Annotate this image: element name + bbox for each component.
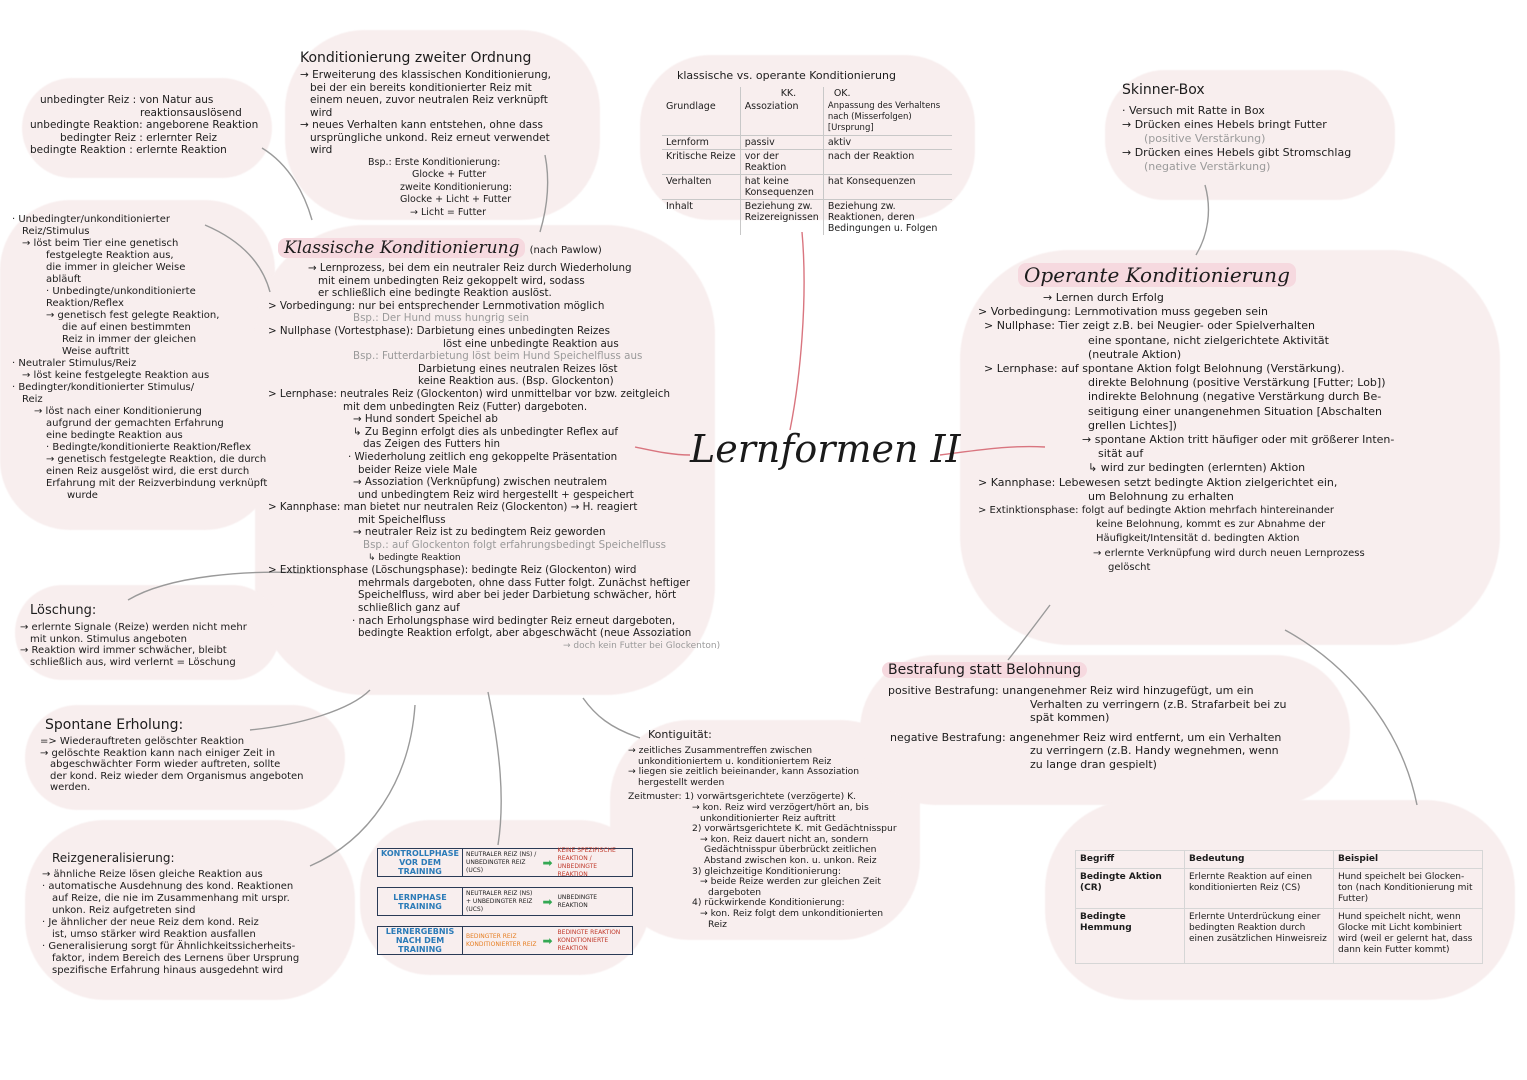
cl-line: ↳ Zu Beginn erfolgt dies als unbedingter Reflex auf <box>353 425 619 438</box>
be-line: spät kommen) <box>1030 711 1110 724</box>
training-stimulus: BEDINGTER REIZ KONDITIONIERTER REIZ <box>466 932 537 948</box>
sd-line: → löst keine festgelegte Reaktion aus <box>22 370 210 381</box>
training-label: KONTROLLPHASE VOR DEM TRAINING <box>378 849 463 876</box>
op-line: ↳ wird zur bedingten (erlernten) Aktion <box>1088 461 1306 475</box>
op-line: > Nullphase: Tier zeigt z.B. bei Neugier- oder Spielverhalten <box>984 319 1315 333</box>
skinner-title: Skinner-Box <box>1122 82 1205 98</box>
lo-line: mit unkon. Stimulus angeboten <box>30 633 188 645</box>
ko-line: 2) vorwärtsgerichtete K. mit Gedächtnisspur <box>692 823 897 835</box>
arrow-right-icon: ➡ <box>542 894 553 909</box>
comparison-row <box>662 200 952 236</box>
so-line: → neues Verhalten kann entstehen, ohne dass <box>300 119 543 131</box>
cl-line: mit einem unbedingten Reiz gekoppelt wird, sodass <box>318 274 585 287</box>
cl-line: → Lernprozess, bei dem ein neutraler Reiz durch Wiederholung <box>308 262 632 274</box>
erholung-title: Spontane Erholung: <box>45 717 184 733</box>
begriffe-table-wrap <box>1075 850 1483 964</box>
ge-line: unkon. Reiz aufgetreten sind <box>52 905 196 916</box>
so-line: einem neuen, zuvor neutralen Reiz verknüpft <box>310 94 548 106</box>
table-cell: Bedingte Aktion (CR) <box>1076 869 1185 909</box>
ge-line: · Je ähnlicher der neue Reiz dem kond. Reiz <box>42 917 259 928</box>
cl-line: schließlich ganz auf <box>358 602 460 615</box>
er-line: werden. <box>50 782 91 793</box>
er-line: → gelöschte Reaktion kann nach einiger Zeit in <box>40 747 276 759</box>
cmp-cell: Beziehung zw. Reaktionen, deren Bedingungen u. Folgen <box>827 201 938 234</box>
generalisierung-section <box>42 850 299 977</box>
ko-line: unkonditioniertem u. konditioniertem Reiz <box>638 755 832 767</box>
cl-line: das Zeigen des Futters hin <box>363 438 500 451</box>
ge-line: spezifische Erfahrung hinaus ausgedehnt wird <box>52 965 284 976</box>
cmp-cell: Lernform <box>662 136 740 150</box>
cl-line: → neutraler Reiz ist zu bedingtem Reiz geworden <box>353 526 606 539</box>
operant-title: Operante Konditionierung <box>1018 263 1296 287</box>
so-line: → Erweiterung des klassischen Konditionierung, <box>300 69 551 81</box>
sd-line: einen Reiz ausgelöst wird, die erst durch <box>46 466 250 477</box>
op-line: > Kannphase: Lebewesen setzt bedingte Aktion zielgerichtet ein, <box>978 475 1338 489</box>
cmp-cell: Verhalten <box>662 175 740 200</box>
cl-line: Speichelfluss, wird aber bei jeder Darbietung schwächer, hört <box>358 589 677 602</box>
be-line: positive Bestrafung: unangenehmer Reiz wird hinzugefügt, um ein <box>888 684 1254 697</box>
op-line: > Vorbedingung: Lernmotivation muss gegeben sein <box>978 305 1269 319</box>
cl-line: Bsp.: Futterdarbietung löst beim Hund Speichelfluss aus <box>353 350 643 363</box>
ko-line: → zeitliches Zusammentreffen zwischen <box>628 745 813 756</box>
skinner-line: (positive Verstärkung) <box>1144 132 1266 145</box>
sd-line: Weise auftritt <box>62 346 130 357</box>
table-row <box>1076 869 1483 909</box>
sd-line: · Bedingte/konditionierte Reaktion/Reflex <box>46 442 252 453</box>
training-row-learning <box>377 887 633 916</box>
table-header: Bedeutung <box>1185 851 1334 869</box>
comparison-row <box>662 150 952 175</box>
cl-line: → Hund sondert Speichel ab <box>353 413 498 426</box>
cl-line: > Lernphase: neutrales Reiz (Glockenton) wird unmittelbar vor bzw. zeitgleich <box>268 387 670 400</box>
sd-line: → löst beim Tier eine genetisch <box>22 238 179 249</box>
comparison-table <box>662 87 952 235</box>
generalisierung-title: Reizgeneralisierung: <box>52 851 175 865</box>
erholung-section <box>40 717 303 794</box>
op-line: seitigung einer unangenehmen Situation [Abschalten <box>1088 404 1383 418</box>
op-line: sität auf <box>1098 447 1144 461</box>
cl-line: Darbietung eines neutralen Reizes löst <box>418 362 618 375</box>
bestrafung-title <box>882 662 1287 679</box>
sd-line: · Unbedingter/unkonditionierter <box>12 214 170 225</box>
cl-line: Bsp.: auf Glockenton folgt erfahrungsbedingt Speichelfluss <box>363 539 666 552</box>
table-cell: Erlernte Reaktion auf einen konditionierten Reiz (CS) <box>1185 869 1334 909</box>
kontiguitaet-section <box>628 727 897 930</box>
so-line: bei der ein bereits konditionierter Reiz mit <box>310 81 532 94</box>
op-line: um Belohnung zu erhalten <box>1088 489 1234 503</box>
training-stimulus: NEUTRALER REIZ (NS) / UNBEDINGTER REIZ (UCS) <box>466 850 537 874</box>
ko-line: Abstand zwischen kon. u. unkon. Reiz <box>704 854 877 866</box>
ge-line: auf Reize, die nie im Zusammenhang mit urspr. <box>52 893 290 904</box>
table-cell: Hund speichelt bei Glocken-ton (nach Konditionierung mit Futter) <box>1334 869 1483 909</box>
cl-line: > Extinktionsphase (Löschungsphase): bedingte Reiz (Glockenton) wird <box>268 564 637 577</box>
sd-line: · Bedingter/konditionierter Stimulus/ <box>12 382 195 393</box>
comparison-row <box>662 136 952 150</box>
cl-line: Bsp.: Der Hund muss hungrig sein <box>353 312 530 325</box>
classical-section <box>268 240 720 652</box>
training-response: UNBEDINGTE REAKTION <box>557 893 598 909</box>
cmp-cell: Assoziation <box>740 100 823 136</box>
comparison-title: klassische vs. operante Konditionierung <box>677 69 896 82</box>
sd-line: abläuft <box>46 274 81 285</box>
table-cell: Hund speichelt nicht, wenn Glocke mit Licht kombiniert wird (weil er gelernt hat, dass dann kein Futter kommt) <box>1334 909 1483 964</box>
skinner-line: → Drücken eines Hebels bringt Futter <box>1122 118 1327 131</box>
sd-line: · Unbedingte/unkonditionierte <box>46 286 196 297</box>
ko-line: dargeboten <box>708 886 762 898</box>
training-label: LERNERGEBNIS NACH DEM TRAINING <box>378 927 463 954</box>
ko-line: → beide Reize werden zur gleichen Zeit <box>700 876 881 888</box>
line-training <box>488 692 501 845</box>
loeschung-section <box>20 603 247 668</box>
skinner-line: (negative Verstärkung) <box>1144 160 1271 173</box>
ko-line: Gedächtnisspur überbrückt zeitlichen <box>704 844 877 856</box>
ko-line: Zeitmuster: 1) vorwärtsgerichtete (verzögerte) K. <box>628 791 857 803</box>
cmp-cell: aktiv <box>823 136 952 150</box>
sd-line: Erfahrung mit der Reizverbindung verknüpft <box>46 478 268 489</box>
cl-line: → Assoziation (Verknüpfung) zwischen neutralem <box>353 476 607 489</box>
tl-line: unbedingter Reiz : von Natur aus <box>40 94 214 106</box>
sd-line: aufgrund der gemachten Erfahrung <box>46 418 224 429</box>
training-row-control <box>377 848 633 877</box>
ge-line: ist, umso stärker wird Reaktion ausfallen <box>52 929 256 940</box>
cmp-head-cell: KK. <box>740 87 823 100</box>
classical-subtitle: (nach Pawlow) <box>529 245 602 256</box>
training-response: BEDINGTE REAKTION KONDITIONIERTE REAKTION <box>557 928 621 952</box>
cl-line: > Kannphase: man bietet nur neutralen Reiz (Glockenton) → H. reagiert <box>268 501 638 514</box>
second-order-title: Konditionierung zweiter Ordnung <box>300 50 532 66</box>
cmp-cell: Anpassung des Verhaltens nach (Misserfolgen) [Ursprung] <box>823 100 952 136</box>
skinner-line: → Drücken eines Hebels gibt Stromschlag <box>1122 146 1352 159</box>
so-line: → Licht = Futter <box>410 206 487 218</box>
cl-line: · nach Erholungsphase wird bedingter Reiz erneut dargeboten, <box>352 614 676 627</box>
ge-line: → ähnliche Reize lösen gleiche Reaktion aus <box>42 869 263 880</box>
table-cell: Bedingte Hemmung <box>1076 909 1185 964</box>
line-center-to-comparison <box>790 232 804 430</box>
ko-line: 3) gleichzeitige Konditionierung: <box>692 865 841 877</box>
cmp-head-cell <box>662 87 740 100</box>
cl-line: er schließlich eine bedingte Reaktion auslöst. <box>318 287 552 300</box>
sd-line: wurde <box>67 490 98 501</box>
cl-line: mit Speichelfluss <box>358 513 446 526</box>
comparison-section <box>662 68 952 235</box>
top-left-definitions <box>30 94 258 157</box>
so-line: ursprüngliche unkond. Reiz erneut verwendet <box>310 131 550 144</box>
op-line: > Extinktionsphase: folgt auf bedingte Aktion mehrfach hintereinander <box>978 505 1335 517</box>
comparison-row <box>662 175 952 200</box>
op-line: → Lernen durch Erfolg <box>1043 291 1164 304</box>
so-line: Glocke + Futter <box>412 169 487 180</box>
ko-line: hergestellt werden <box>638 776 725 788</box>
so-line: zweite Konditionierung: <box>400 181 512 193</box>
cmp-cell: vor der Reaktion <box>740 150 823 175</box>
ge-line: · Generalisierung sorgt für Ähnlichkeitssicherheits- <box>42 941 296 952</box>
cmp-cell: hat Konsequenzen <box>823 175 952 200</box>
line-skinner-to-operant <box>1196 185 1208 255</box>
comparison-row <box>662 100 952 136</box>
sd-line: → genetisch fest gelegte Reaktion, <box>46 310 220 321</box>
sd-line: → genetisch festgelegte Reaktion, die durch <box>46 454 267 465</box>
stimulus-definitions <box>12 214 267 502</box>
op-line: keine Belohnung, kommt es zur Abnahme der <box>1096 519 1326 531</box>
comparison-head <box>662 87 952 100</box>
training-stimulus: NEUTRALER REIZ (NS) + UNBEDINGTER REIZ (UCS) <box>466 889 533 913</box>
sd-line: eine bedingte Reaktion aus <box>46 430 183 441</box>
cl-line: bedingte Reaktion erfolgt, aber abgeschwächt (neue Assoziation <box>358 627 692 640</box>
operant-title-row <box>978 262 1394 288</box>
classical-title: Klassische Konditionierung <box>278 238 525 258</box>
sd-line: Reiz <box>22 394 43 405</box>
training-diagram <box>377 848 633 965</box>
cl-line: mit dem unbedingten Reiz (Futter) dargeboten. <box>343 400 588 413</box>
er-line: der kond. Reiz wieder dem Organismus angeboten <box>50 770 304 782</box>
table-header-row <box>1076 851 1483 869</box>
cl-line: > Nullphase (Vortestphase): Darbietung eines unbedingten Reizes <box>268 324 610 337</box>
be-line: zu verringern (z.B. Handy wegnehmen, wenn <box>1030 744 1279 757</box>
op-line: → spontane Aktion tritt häufiger oder mit größerer Inten- <box>1082 433 1395 447</box>
cmp-cell: hat keine Konsequenzen <box>740 175 823 200</box>
cl-line: keine Reaktion aus. (Bsp. Glockenton) <box>418 375 614 388</box>
bestrafung-section <box>882 662 1287 771</box>
be-line: zu lange dran gespielt) <box>1030 757 1157 771</box>
ko-line: 4) rückwirkende Konditionierung: <box>692 897 845 909</box>
ge-line: · automatische Ausdehnung des kond. Reaktionen <box>42 881 294 892</box>
op-line: (neutrale Aktion) <box>1088 347 1182 361</box>
cl-line: und unbedingtem Reiz wird hergestellt + gespeichert <box>358 488 634 501</box>
tl-line: bedingte Reaktion : erlernte Reaktion <box>30 144 227 156</box>
skinner-line: · Versuch mit Ratte in Box <box>1122 104 1265 117</box>
cmp-cell: passiv <box>740 136 823 150</box>
ko-line: → kon. Reiz wird verzögert/hört an, bis <box>692 801 869 813</box>
op-line: eine spontane, nicht zielgerichtete Aktivität <box>1088 333 1329 347</box>
be-line: negative Bestrafung: angenehmer Reiz wird entfernt, um ein Verhalten <box>890 730 1282 744</box>
cmp-cell: nach der Reaktion <box>823 150 952 175</box>
op-line: grellen Lichtes]) <box>1088 418 1177 432</box>
training-row-result <box>377 926 633 955</box>
arrow-right-icon: ➡ <box>542 933 553 948</box>
skinner-section <box>1122 82 1351 174</box>
cmp-cell: Beziehung zw. Reizereignissen <box>740 200 823 236</box>
sd-line: festgelegte Reaktion aus, <box>46 250 174 261</box>
line-generalisierung <box>310 705 415 866</box>
center-title: Lernformen II <box>690 427 961 471</box>
sd-line: · Neutraler Stimulus/Reiz <box>12 358 137 369</box>
cl-line: beider Reize viele Male <box>358 463 478 476</box>
training-response: KEINE SPEZIFISCHE REAKTION / UNBEDINGTE REAKTION <box>557 846 616 878</box>
loeschung-title: Löschung: <box>30 603 97 618</box>
operant-section <box>978 262 1394 575</box>
bestrafung-title-text: Bestrafung statt Belohnung <box>882 662 1087 678</box>
er-line: abgeschwächter Form wieder auftreten, sollte <box>50 759 281 770</box>
line-table <box>1285 630 1417 805</box>
sd-line: Reiz/Stimulus <box>22 226 90 237</box>
sd-line: Reiz in immer der gleichen <box>62 334 197 345</box>
sd-line: die immer in gleicher Weise <box>46 262 186 273</box>
table-header: Beispiel <box>1334 851 1483 869</box>
cmp-cell: Inhalt <box>662 200 740 236</box>
op-line: indirekte Belohnung (negative Verstärkung durch Be- <box>1088 390 1382 404</box>
ko-line: → kon. Reiz folgt dem unkonditionierten <box>700 907 884 919</box>
be-line: Verhalten zu verringern (z.B. Strafarbeit bei zu <box>1030 697 1287 711</box>
cl-line: > Vorbedingung: nur bei entsprechender Lernmotivation möglich <box>268 299 605 312</box>
second-order-section <box>300 50 551 219</box>
training-label: LERNPHASE TRAINING <box>378 888 463 915</box>
ge-line: faktor, indem Bereich des Lernens über Ursprung <box>52 953 300 964</box>
cl-line: · Wiederholung zeitlich eng gekoppelte Präsentation <box>348 450 618 463</box>
tl-line: unbedingte Reaktion: angeborene Reaktion <box>30 119 259 131</box>
line-bestrafung <box>1008 605 1050 660</box>
op-line: Häufigkeit/Intensität d. bedingten Aktion <box>1096 533 1300 545</box>
tl-line: bedingter Reiz : erlernter Reiz <box>60 131 218 144</box>
cmp-cell: Kritische Reize <box>662 150 740 175</box>
begriffe-table <box>1075 850 1483 964</box>
op-line: direkte Belohnung (positive Verstärkung [Futter; Lob]) <box>1088 376 1386 390</box>
tl-line: reaktionsauslösend <box>140 106 242 119</box>
lo-line: schließlich aus, wird verlernt = Löschung <box>30 656 236 668</box>
op-line: > Lernphase: auf spontane Aktion folgt Belohnung (Verstärkung). <box>984 362 1345 376</box>
ko-line: → liegen sie zeitlich beieinander, kann Assoziation <box>628 766 860 778</box>
op-line: → erlernte Verknüpfung wird durch neuen Lernprozess <box>1093 547 1365 559</box>
sd-line: Reaktion/Reflex <box>46 298 124 309</box>
cl-line: mehrmals dargeboten, ohne dass Futter folgt. Zunächst heftiger <box>358 576 690 589</box>
so-line: wird <box>310 144 333 156</box>
cl-line: ↳ bedingte Reaktion <box>368 552 461 563</box>
sd-line: die auf einen bestimmten <box>62 322 191 333</box>
table-header: Begriff <box>1076 851 1185 869</box>
cl-line: → doch kein Futter bei Glockenton) <box>563 640 721 651</box>
ko-line: unkonditionierter Reiz auftritt <box>700 812 836 824</box>
ko-line: Reiz <box>708 918 727 930</box>
table-row <box>1076 909 1483 964</box>
so-line: Glocke + Licht + Futter <box>400 194 512 205</box>
er-line: => Wiederauftreten gelöschter Reaktion <box>40 736 245 747</box>
so-line: Bsp.: Erste Konditionierung: <box>368 156 501 168</box>
kontiguitaet-title: Kontiguität: <box>648 728 712 741</box>
table-cell: Erlernte Unterdrückung einer bedingten Reaktion durch einen zusätzlichen Hinweisreiz <box>1185 909 1334 964</box>
cl-line: löst eine unbedingte Reaktion aus <box>443 337 619 350</box>
lo-line: → erlernte Signale (Reize) werden nicht mehr <box>20 622 247 633</box>
op-line: gelöscht <box>1108 561 1151 573</box>
cmp-cell: Grundlage <box>662 100 740 136</box>
sd-line: → löst nach einer Konditionierung <box>34 406 202 417</box>
lo-line: → Reaktion wird immer schwächer, bleibt <box>20 645 227 656</box>
ko-line: → kon. Reiz dauert nicht an, sondern <box>700 833 869 845</box>
arrow-right-icon: ➡ <box>542 855 553 870</box>
cmp-head-cell: OK. <box>833 88 851 99</box>
classical-title-row <box>268 240 720 259</box>
so-line: wird <box>310 106 333 119</box>
